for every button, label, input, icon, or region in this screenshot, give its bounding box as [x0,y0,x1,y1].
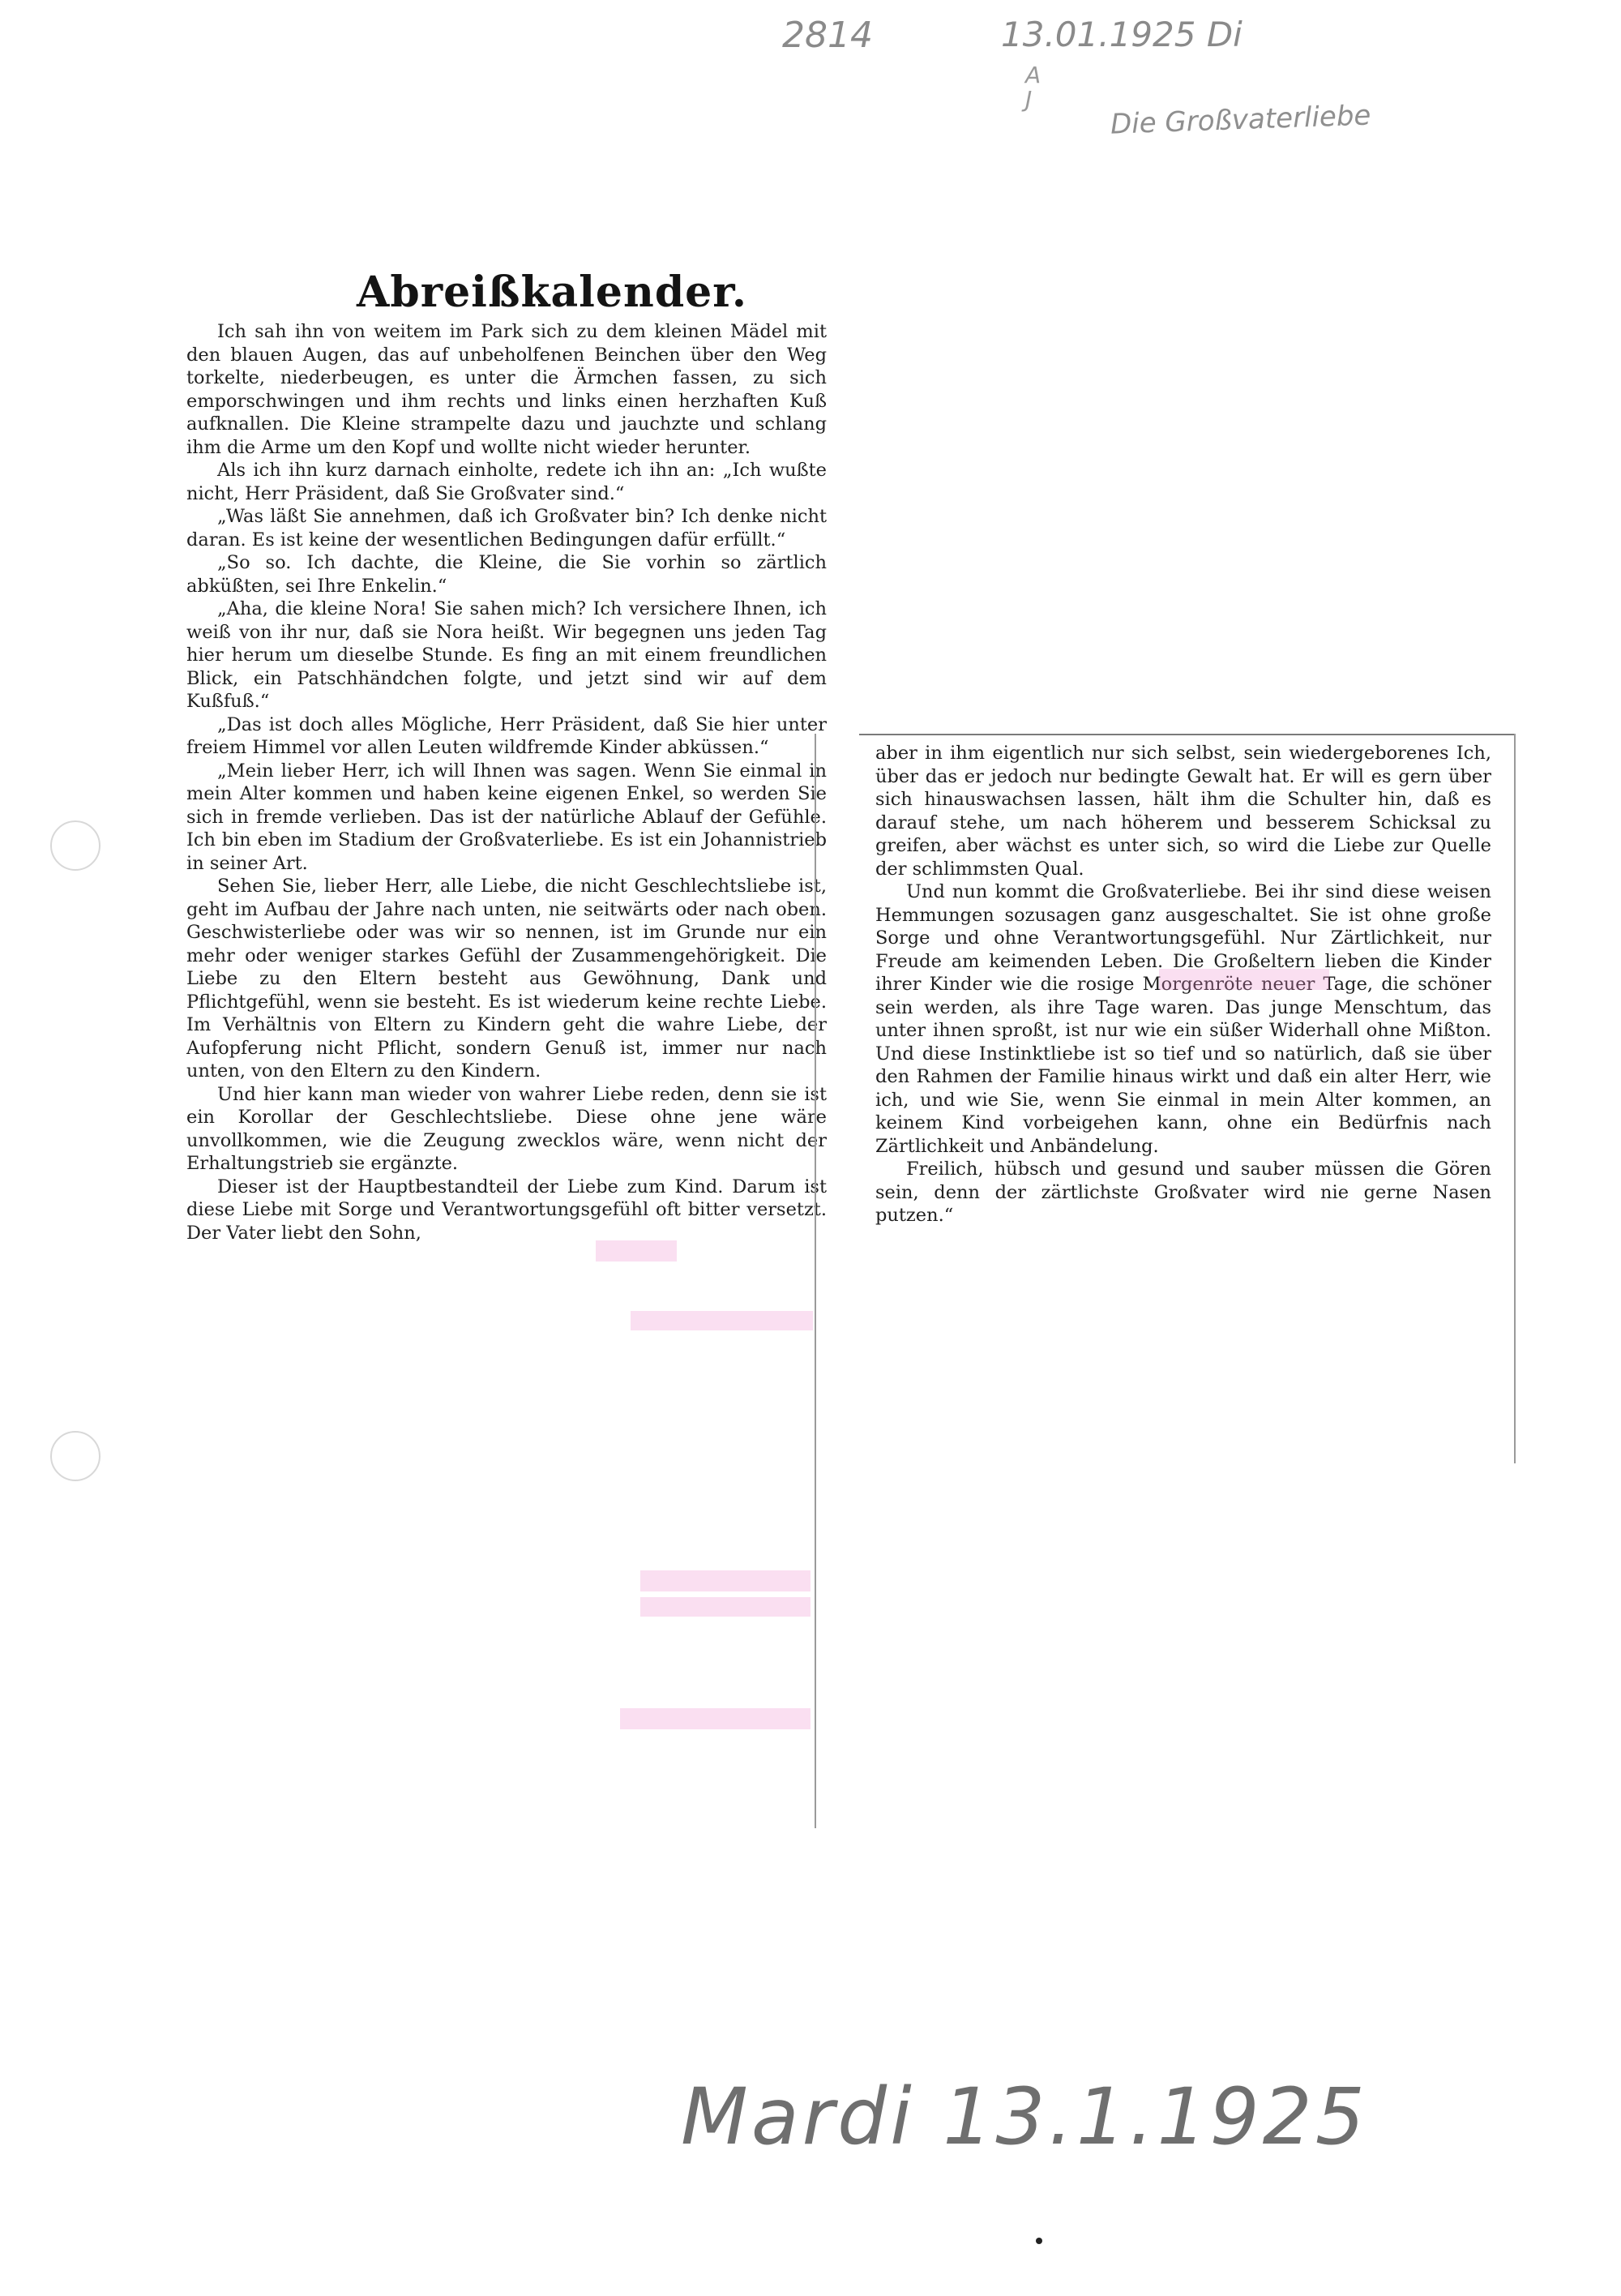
topic-note: Die Großvaterliebe [1110,99,1371,141]
footer-date: Mardi 13.1.1925 [681,2071,1368,2162]
highlight-mark [640,1597,810,1617]
article-column-2 [875,742,1491,1536]
article-column-1 [186,320,827,1861]
paragraph: Ich sah ihn von weitem im Park sich zu dem kleinen Mädel mit den blauen Augen, das auf unbeholfenen Beinchen über den Weg torkelte, niederbeugen, es unter die Ärmchen fassen, zu sich emporschwingen und ihm rechts und links einen herzhaften Kuß aufknallen. Die Kleine strampelte dazu und jauchzte und schlang ihm die Arme um den Kopf und wollte nicht wieder herunter. [186,321,827,458]
paragraph: „Das ist doch alles Mögliche, Herr Präsident, daß Sie hier unter freiem Himmel vor allen Leuten wildfremde Kinder abküssen.“ [186,713,827,758]
paragraph: Dieser ist der Hauptbestandteil der Liebe zum Kind. Darum ist diese Liebe mit Sorge und Verantwortungsgefühl oft bitter versetzt. Der Vater liebt den Sohn, [186,1176,827,1244]
paragraph: Freilich, hübsch und gesund und sauber müssen die Gören sein, denn der zärtlichste Großvater wird nie gerne Nasen putzen.“ [875,1159,1491,1226]
paragraph: „Was läßt Sie annehmen, daß ich Großvater bin? Ich denke nicht daran. Es ist keine der wesentlichen Bedingungen dafür erfüllt.“ [186,506,827,550]
highlight-mark [631,1311,813,1330]
margin-mark: A J [1025,62,1041,113]
clipping-edge-right [1514,734,1516,1463]
paragraph: Als ich ihn kurz darnach einholte, redete ich ihn an: „Ich wußte nicht, Herr Präsident, daß Sie Großvater sind.“ [186,460,827,504]
paragraph: „So so. Ich dachte, die Kleine, die Sie vorhin so zärtlich abküßten, sei Ihre Enkelin.“ [186,552,827,597]
ink-dot [1036,2238,1042,2244]
article-title: Abreißkalender. [357,268,747,317]
paragraph: „Aha, die kleine Nora! Sie sahen mich? Ich versichere Ihnen, ich weiß von ihr nur, daß sie Nora heißt. Wir begegnen uns jeden Tag hier herum um dieselbe Stunde. Es fing an mit einem freundlichen Blick, ein Patschhändchen folgte, und jetzt sind wir auf dem Kußfuß.“ [186,598,827,712]
highlight-mark [620,1708,810,1729]
paragraph: aber in ihm eigentlich nur sich selbst, sein wiedergeborenes Ich, über das er jedoch nur bedingte Gewalt hat. Er will es gern über sich hinauswachsen lassen, hält ihm die Schulter hin, daß es darauf stehe, um nach höherem und besserem Schicksal zu greifen, aber wächst es unter sich, so wird die Liebe zur Quelle der schlimmsten Qual. [875,743,1491,880]
archive-number: 2814 [782,15,873,56]
date-code: 13.01.1925 Di [1001,15,1242,54]
paragraph: Und hier kann man wieder von wahrer Liebe reden, denn sie ist ein Korollar der Geschlechtsliebe. Diese ohne jene wäre unvollkommen, wie die Zeugung zwecklos wäre, wenn nicht der Erhaltungstrieb sie ergänzte. [186,1083,827,1174]
column-divider [815,734,816,1828]
paragraph: Und nun kommt die Großvaterliebe. Bei ihr sind diese weisen Hemmungen sozusagen ganz ausgeschaltet. Sie ist ohne große Sorge und ohne Verantwortungsgefühl. Nur Zärtlichkeit, nur Freude am keimenden Leben. Die Großeltern lieben die Kinder ihrer Kinder wie die rosige Morgenröte neuer Tage, die schöner sein werden, als ihre Tage waren. Das junge Menschtum, das unter ihnen sproßt, ist nur wie ein süßer Widerhall ohne Mißton. Und diese Instinktliebe ist so tief und so natürlich, daß sie über den Rahmen der Familie hinaus wirkt und daß ein alter Herr, wie ich, und wie Sie, wenn Sie einmal in mein Alter kommen, an keinem Kind vorbeigehen kann, ohne ein Bedürfnis nach Zärtlichkeit und Anbändelung. [875,881,1491,1157]
clipping-edge-top [859,734,1516,735]
punch-hole-upper [50,820,101,871]
punch-hole-lower [50,1431,101,1481]
paragraph: Sehen Sie, lieber Herr, alle Liebe, die nicht Geschlechtsliebe ist, geht im Aufbau der Jahre nach unten, nie seitwärts oder nach oben. Geschwisterliebe oder was wir so nennen, ist im Grunde nur ein mehr oder weniger starkes Gefühl der Zusammengehörigkeit. Die Liebe zu den Eltern besteht aus Gewöhnung, Dank und Pflichtgefühl, wenn sie besteht. Es ist wiederum keine rechte Liebe. Im Verhältnis von Eltern zu Kindern geht die wahre Liebe, der Aufopferung nicht Pflicht, sondern Genuß ist, immer nur nach unten, von den Eltern zu den Kindern. [186,876,827,1082]
highlight-mark [1159,969,1329,990]
highlight-mark [640,1570,810,1591]
paragraph: „Mein lieber Herr, ich will Ihnen was sagen. Wenn Sie einmal in mein Alter kommen und haben keine eigenen Enkel, so werden Sie sich in fremde verlieben. Das ist der natürliche Ablauf der Gefühle. Ich bin eben im Stadium der Großvaterliebe. Es ist ein Johannistrieb in seiner Art. [186,760,827,874]
highlight-mark [596,1240,677,1262]
